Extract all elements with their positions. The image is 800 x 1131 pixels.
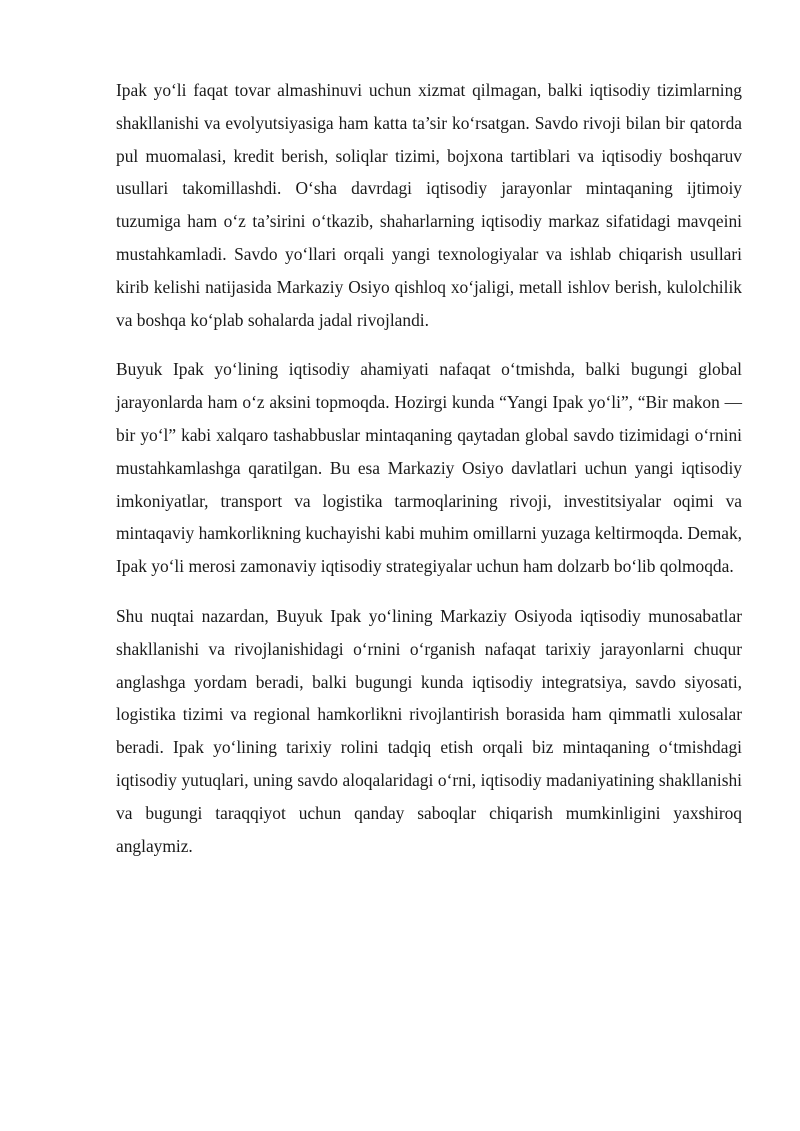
paragraph-1: Ipak yo‘li faqat tovar almashinuvi uchun xizmat qilmagan, balki iqtisodiy tizimlarning shakllanishi va evolyutsiyasiga ham katta ta’sir ko‘rsatgan. Savdo rivoji bilan bir qatorda pul muomalasi, kredit berish, soliqlar tizimi, bojxona tartiblari va iqtisodiy boshqaruv usullari takomillashdi. O‘sha davrdagi iqtisodiy jarayonlar mintaqaning ijtimoiy tuzumiga ham o‘z ta’sirini o‘tkazib, shaharlarning iqtisodiy markaz sifatidagi mavqeini mustahkamladi. Savdo yo‘llari orqali yangi texnologiyalar va ishlab chiqarish usullari kirib kelishi natijasida Markaziy Osiyo qishloq xo‘jaligi, metall ishlov berish, kulolchilik va boshqa ko‘plab sohalarda jadal rivojlandi.: [116, 80, 742, 330]
document-body: [116, 74, 742, 879]
paragraph-3: Shu nuqtai nazardan, Buyuk Ipak yo‘lining Markaziy Osiyoda iqtisodiy munosabatlar shakllanishi va rivojlanishidagi o‘rnini o‘rganish nafaqat tarixiy jarayonlarni chuqur anglashga yordam beradi, balki bugungi kunda iqtisodiy integratsiya, savdo siyosati, logistika tizimi va regional hamkorlikni rivojlantirish borasida ham qimmatli xulosalar beradi. Ipak yo‘lining tarixiy rolini tadqiq etish orqali biz mintaqaning o‘tmishdagi iqtisodiy yutuqlari, uning savdo aloqalaridagi o‘rni, iqtisodiy madaniyatining shakllanishi va bugungi taraqqiyot uchun qanday saboqlar chiqarish mumkinligini yaxshiroq anglaymiz.: [116, 605, 742, 856]
paragraph-2: Buyuk Ipak yo‘lining iqtisodiy ahamiyati nafaqat o‘tmishda, balki bugungi global jarayonlarda ham o‘z aksini topmoqda. Hozirgi kunda “Yangi Ipak yo‘li”, “Bir makon — bir yo‘l” kabi xalqaro tashabbuslar mintaqaning qaytadan global savdo tizimidagi o‘rnini mustahkamlashga qaratilgan. Bu esa Markaziy Osiyo davlatlari uchun yangi iqtisodiy imkoniyatlar, transport va logistika tarmoqlarining rivoji, investitsiyalar oqimi va mintaqaviy hamkorlikning kuchayishi kabi muhim omillarni yuzaga keltirmoqda. Demak, Ipak yo‘li merosi zamonaviy iqtisodiy strategiyalar uchun ham dolzarb bo‘lib qolmoqda.: [116, 359, 742, 577]
